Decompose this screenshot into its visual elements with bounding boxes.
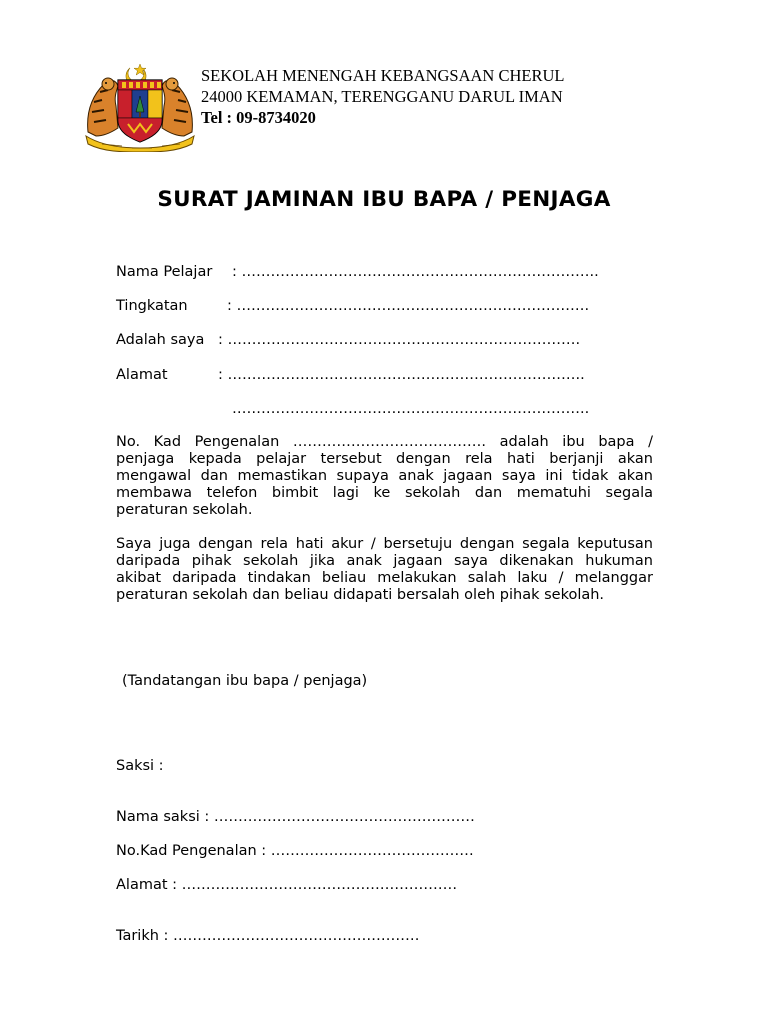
paragraph-line: penjaga kepada pelajar tersebut dengan rela hati berjanji akan xyxy=(116,451,653,467)
right-tiger-icon xyxy=(162,78,192,136)
field-label-alamat: Alamat xyxy=(116,367,168,383)
witness-ic-field: No.Kad Pengenalan : …………………………………… xyxy=(116,843,474,859)
field-value-alamat-line2: ……………………………………………………………….. xyxy=(232,401,590,417)
shield-icon xyxy=(118,80,162,142)
field-value-adalah-saya: : ………………………………………………………………. xyxy=(218,332,581,348)
paragraph-line: No. Kad Pengenalan …………………………………. adalah ibu bapa / xyxy=(116,434,653,450)
field-label-tingkatan: Tingkatan xyxy=(116,298,188,314)
field-label-adalah-saya: Adalah saya xyxy=(116,332,205,348)
date-field: Tarikh : …………………………………………… xyxy=(116,928,420,944)
paragraph-line: akibat daripada tindakan beliau melakukan salah laku / melanggar xyxy=(116,570,653,586)
paragraph-line: daripada pihak sekolah jika anak jagaan saya dikenakan hukuman xyxy=(116,553,653,569)
field-value-alamat: : ……………………………………………………………….. xyxy=(218,367,585,383)
field-value-nama-pelajar: : ……………………………………………………………….. xyxy=(232,264,599,280)
witness-heading: Saksi : xyxy=(116,758,164,774)
paragraph-line: mengawal dan memastikan supaya anak jagaan saya ini tidak akan xyxy=(116,468,653,484)
school-name: SEKOLAH MENENGAH KEBANGSAAN CHERUL xyxy=(201,66,565,85)
school-phone: Tel : 09-8734020 xyxy=(201,108,316,127)
malaysia-coat-of-arms-icon xyxy=(82,62,198,152)
school-header xyxy=(201,65,564,128)
guarantee-paragraph xyxy=(116,434,653,519)
school-address: 24000 KEMAMAN, TERENGGANU DARUL IMAN xyxy=(201,87,563,106)
paragraph-line: peraturan sekolah dan beliau didapati bersalah oleh pihak sekolah. xyxy=(116,587,605,603)
witness-address-field: Alamat : ………………………………………………… xyxy=(116,877,458,893)
witness-name-field: Nama saksi : ……………………………………………… xyxy=(116,809,475,825)
field-value-tingkatan: : ………………………………………………………………. xyxy=(227,298,590,314)
field-label-nama-pelajar: Nama Pelajar xyxy=(116,264,213,280)
paragraph-line: peraturan sekolah. xyxy=(116,502,253,518)
document-title: SURAT JAMINAN IBU BAPA / PENJAGA xyxy=(157,187,611,212)
agreement-paragraph xyxy=(116,536,653,604)
paragraph-line: Saya juga dengan rela hati akur / bersetuju dengan segala keputusan xyxy=(116,536,653,552)
paragraph-line: membawa telefon bimbit lagi ke sekolah dan mematuhi segala xyxy=(116,485,653,501)
left-tiger-icon xyxy=(88,78,118,136)
signature-label: (Tandatangan ibu bapa / penjaga) xyxy=(122,673,368,689)
